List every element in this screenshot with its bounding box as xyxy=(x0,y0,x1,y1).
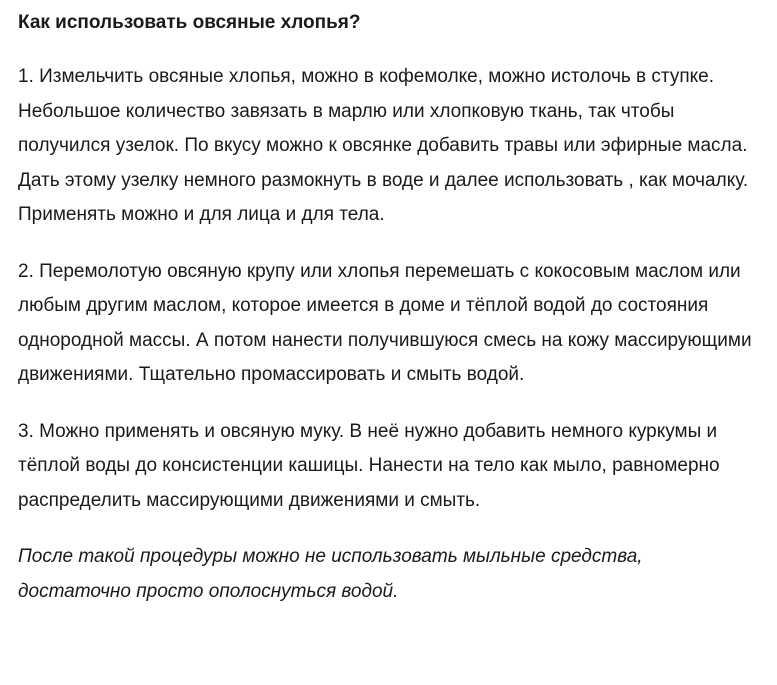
closing-note: После такой процедуры можно не использовать мыльные средства, достаточно просто ополоснуться водой. xyxy=(18,546,643,602)
paragraph-step-3: 3. Можно применять и овсяную муку. В неё нужно добавить немного куркумы и тёплой воды до консистенции кашицы. Нанести на тело как мыло, равномерно распределить массирующими движениями и смыть. xyxy=(18,420,720,511)
paragraph-step-2: 2. Перемолотую овсяную крупу или хлопья перемешать с кокосовым маслом или любым другим маслом, которое имеется в доме и тёплой водой до состояния однородной массы. А потом нанести получившуюся смесь на кожу массирующими движениями. Тщательно промассировать и смыть водой. xyxy=(18,260,752,385)
article-title: Как использовать овсяные хлопья? xyxy=(18,12,361,33)
paragraph-step-1: 1. Измельчить овсяные хлопья, можно в кофемолке, можно истолочь в ступке. Небольшое количество завязать в марлю или хлопковую ткань, так чтобы получился узелок. По вкусу можно к овсянке добавить травы или эфирные масла. Дать этому узелку немного размокнуть в воде и далее использовать , как мочалку. Применять можно и для лица и для тела. xyxy=(18,66,749,225)
